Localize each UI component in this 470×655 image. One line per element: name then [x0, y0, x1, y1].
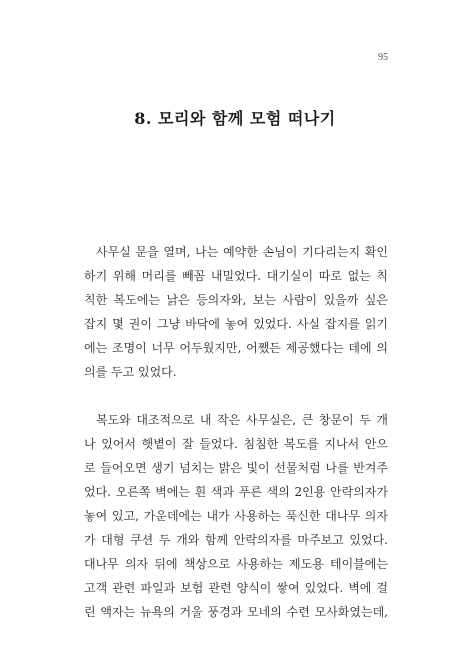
text-line: 고객 관련 파일과 보험 관련 양식이 쌓여 있었다. 벽에 걸: [84, 581, 388, 595]
paragraph-2: [84, 408, 388, 624]
text-line: 사무실 문을 열며, 나는 예약한 손님이 기다리는지 확인: [96, 245, 388, 259]
text-line: 하기 위해 머리를 빼꼼 내밀었다. 대기실이 따로 없는 칙: [84, 269, 388, 283]
text-line: 의를 두고 있었다.: [84, 365, 177, 379]
text-line: 에는 조명이 너무 어두웠지만, 어쨌든 제공했다는 데에 의: [84, 341, 388, 355]
text-line: 나 있어서 햇볕이 잘 들었다. 침침한 복도를 지나서 안으: [84, 437, 388, 451]
text-line: 대나무 의자 뒤에 책상으로 사용하는 제도용 테이블에는: [84, 557, 388, 571]
text-line: 었다. 오른쪽 벽에는 흰 색과 푸른 색의 2인용 안락의자가: [84, 485, 388, 499]
chapter-title: 8. 모리와 함께 모험 떠나기: [134, 109, 336, 128]
text-line: 잡지 몇 권이 그냥 바닥에 놓여 있었다. 사실 잡지를 읽기: [84, 317, 388, 331]
text-line: 놓여 있고, 가운데에는 내가 사용하는 푹신한 대나무 의자: [84, 509, 388, 523]
text-line: 린 액자는 뉴욕의 거울 풍경과 모네의 수련 모사화였는데,: [84, 605, 388, 619]
text-line: 복도와 대조적으로 내 작은 사무실은, 큰 창문이 두 개: [96, 413, 388, 427]
text-line: 칙한 복도에는 낡은 등의자와, 보는 사람이 있을까 싶은: [84, 293, 388, 307]
text-line: 가 대형 쿠션 두 개와 함께 안락의자를 마주보고 있었다.: [84, 533, 388, 547]
page-number: 95: [378, 52, 388, 63]
body-text: [84, 240, 388, 624]
text-line: 로 들어오면 생기 넘치는 밝은 빛이 선물처럼 나를 반겨주: [84, 461, 388, 475]
paragraph-1: [84, 240, 388, 384]
